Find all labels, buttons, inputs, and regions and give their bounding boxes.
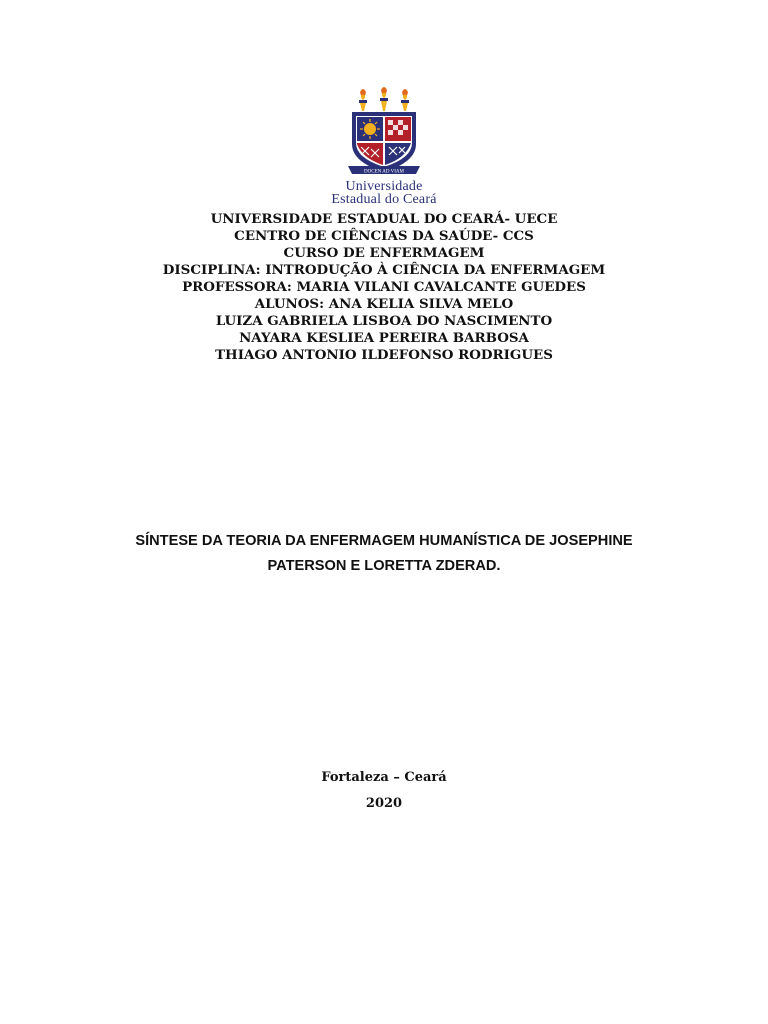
header-line-university: UNIVERSIDADE ESTADUAL DO CEARÁ- UECE [210, 211, 558, 227]
title-line-1: SÍNTESE DA TEORIA DA ENFERMAGEM HUMANÍSTICA DE JOSEPHINE [135, 533, 633, 549]
university-crest-icon [344, 86, 424, 178]
crest-motto: DOCEN AD VIAM [364, 169, 404, 175]
document-title [0, 529, 768, 579]
university-wordmark [0, 180, 768, 206]
title-line-2: PATERSON E LORETTA ZDERAD. [267, 558, 501, 574]
wordmark-line-1: Universidade [345, 179, 423, 194]
footer-year: 2020 [365, 796, 403, 811]
header-line-professor: PROFESSORA: MARIA VILANI CAVALCANTE GUEDES [182, 279, 586, 295]
header-line-course: CURSO DE ENFERMAGEM [283, 245, 485, 261]
header-line-center: CENTRO DE CIÊNCIAS DA SAÚDE- CCS [234, 228, 534, 244]
torches [359, 87, 409, 111]
header-line-student-3: NAYARA KESLIEA PEREIRA BARBOSA [239, 330, 529, 346]
university-logo [0, 86, 768, 206]
header-line-student-4: THIAGO ANTONIO ILDEFONSO RODRIGUES [215, 347, 553, 363]
header-line-student-2: LUIZA GABRIELA LISBOA DO NASCIMENTO [215, 313, 553, 329]
header-line-discipline: DISCIPLINA: INTRODUÇÃO À CIÊNCIA DA ENFERMAGEM [162, 262, 606, 278]
wordmark-line-2: Estadual do Ceará [331, 192, 437, 207]
footer-place: Fortaleza – Ceará [321, 770, 447, 785]
institution-header [0, 211, 768, 364]
document-footer [0, 765, 768, 817]
header-line-students: ALUNOS: ANA KELIA SILVA MELO [254, 296, 514, 312]
